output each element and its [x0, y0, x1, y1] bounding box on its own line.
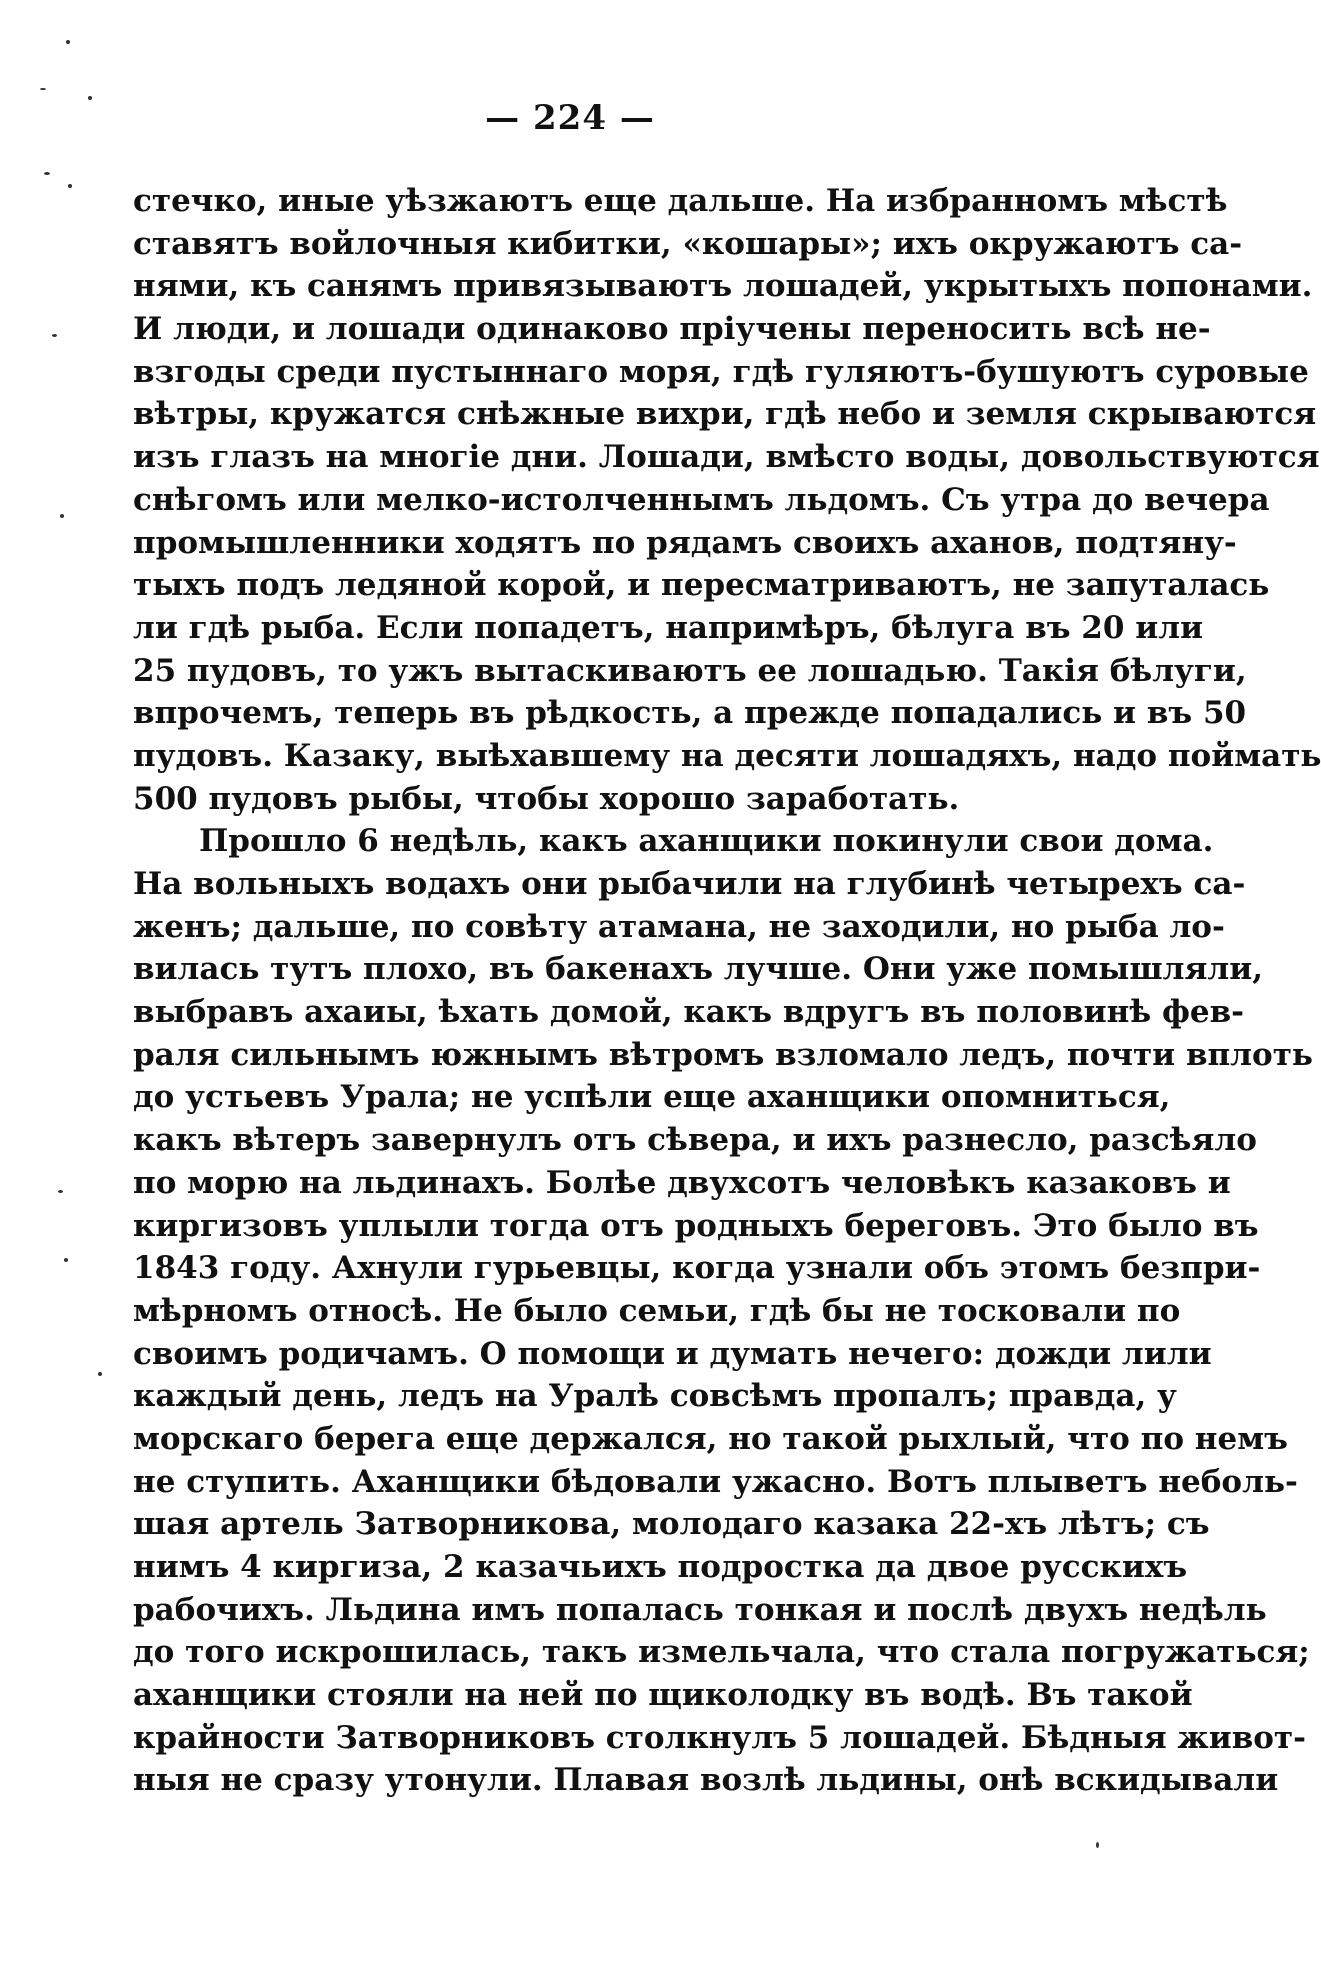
text-line: аханщики стояли на ней по щиколодку въ водѣ. Въ такой — [133, 1677, 1193, 1714]
text-line: вѣтры, кружатся снѣжные вихри, гдѣ небо и земля скрываются — [133, 396, 1317, 433]
text-line: 25 пудовъ, то ужъ вытаскиваютъ ее лошадью. Такія бѣлуги, — [133, 652, 1247, 689]
text-line: впрочемъ, теперь въ рѣдкость, а прежде попадались и въ 50 — [133, 695, 1247, 732]
paragraph-start-line: Прошло 6 недѣль, какъ аханщики покинули свои дома. — [199, 823, 1214, 860]
scan-speck — [64, 1258, 68, 1262]
text-line: рабочихъ. Льдина имъ попалась тонкая и послѣ двухъ недѣль — [133, 1591, 1267, 1628]
scan-speck — [40, 88, 46, 90]
text-line: ставятъ войлочныя кибитки, «кошары»; ихъ окружаютъ са- — [133, 225, 1243, 262]
text-line: взгоды среди пустыннаго моря, гдѣ гуляютъ-бушуютъ суровые — [133, 353, 1309, 390]
scan-speck — [68, 184, 72, 188]
text-line: тыхъ подъ ледяной корой, и пересматриваютъ, не запуталась — [133, 567, 1270, 604]
text-line: морскаго берега еще держался, но такой рыхлый, что по немъ — [133, 1420, 1288, 1457]
paragraph-end-line: 500 пудовъ рыбы, чтобы хорошо заработать. — [133, 780, 960, 817]
scan-speck — [52, 334, 57, 337]
text-line: нимъ 4 киргиза, 2 казачьихъ подростка да двое русскихъ — [133, 1549, 1188, 1585]
text-line: какъ вѣтеръ завернулъ отъ сѣвера, и ихъ разнесло, разсѣяло — [133, 1122, 1257, 1159]
text-line: каждый день, ледъ на Уралѣ совсѣмъ пропалъ; правда, у — [133, 1378, 1177, 1415]
scan-speck — [44, 172, 50, 175]
text-line: промышленники ходятъ по рядамъ своихъ аханов, подтяну- — [133, 524, 1237, 561]
text-line: до устьевъ Урала; не успѣли еще аханщики опомниться, — [133, 1079, 1171, 1116]
text-line: до того искрошилась, такъ измельчала, что стала погружаться; — [133, 1634, 1310, 1671]
scan-speck — [98, 1372, 102, 1376]
text-line: изъ глазъ на многіе дни. Лошади, вмѣсто воды, довольствуются — [133, 439, 1320, 476]
text-line: крайности Затворниковъ столкнулъ 5 лошадей. Бѣдныя живот- — [133, 1719, 1307, 1756]
text-line: стечко, иные уѣзжаютъ еще дальше. На избранномъ мѣстѣ — [133, 183, 1228, 219]
body-text — [133, 180, 1321, 1802]
text-line: не ступить. Аханщики бѣдовали ужасно. Вотъ плыветъ неболь- — [133, 1463, 1298, 1500]
text-line: своимъ родичамъ. О помощи и думать нечего: дожди лили — [133, 1335, 1212, 1372]
text-line: пудовъ. Казаку, выѣхавшему на десяти лошадяхъ, надо поймать — [133, 737, 1321, 774]
text-line: На вольныхъ водахъ они рыбачили на глубинѣ четырехъ са- — [133, 866, 1246, 902]
scan-speck — [88, 96, 92, 100]
text-line: выбравъ ахаиы, ѣхать домой, какъ вдругъ въ половинѣ фев- — [133, 994, 1245, 1031]
text-line: ли гдѣ рыба. Если попадетъ, напримѣръ, бѣлуга въ 20 или — [133, 609, 1204, 646]
text-line: вилась тутъ плохо, въ бакенахъ лучше. Они уже помышляли, — [133, 951, 1264, 988]
text-line: И люди, и лошади одинаково пріучены переносить всѣ не- — [133, 311, 1211, 348]
text-line: 1843 году. Ахнули гурьевцы, когда узнали объ этомъ безпри- — [133, 1250, 1261, 1287]
text-line: киргизовъ уплыли тогда отъ родныхъ береговъ. Это было въ — [133, 1207, 1259, 1244]
text-line: шая артель Затворникова, молодаго казака 22-хъ лѣтъ; съ — [133, 1506, 1210, 1543]
text-line: женъ; дальше, по совѣту атамана, не заходили, но рыба ло- — [133, 908, 1225, 945]
text-line: раля сильнымъ южнымъ вѣтромъ взломало ледъ, почти вплоть — [133, 1036, 1313, 1073]
scan-speck — [60, 514, 64, 518]
text-line: по морю на льдинахъ. Болѣе двухсотъ человѣкъ казаковъ и — [133, 1164, 1231, 1201]
text-line: ныя не сразу утонули. Плавая возлѣ льдины, онѣ вскидывали — [133, 1762, 1279, 1799]
text-line: нями, къ санямъ привязываютъ лошадей, укрытыхъ попонами. — [133, 268, 1313, 305]
scan-speck — [58, 1190, 63, 1193]
text-line: снѣгомъ или мелко-истолченнымъ льдомъ. Съ утра до вечера — [133, 481, 1270, 518]
scan-speck — [66, 40, 70, 44]
text-line: мѣрномъ относѣ. Не было семьи, гдѣ бы не тосковали по — [133, 1292, 1181, 1329]
page-number: — 224 — — [485, 98, 655, 138]
scan-speck — [1096, 1842, 1099, 1848]
